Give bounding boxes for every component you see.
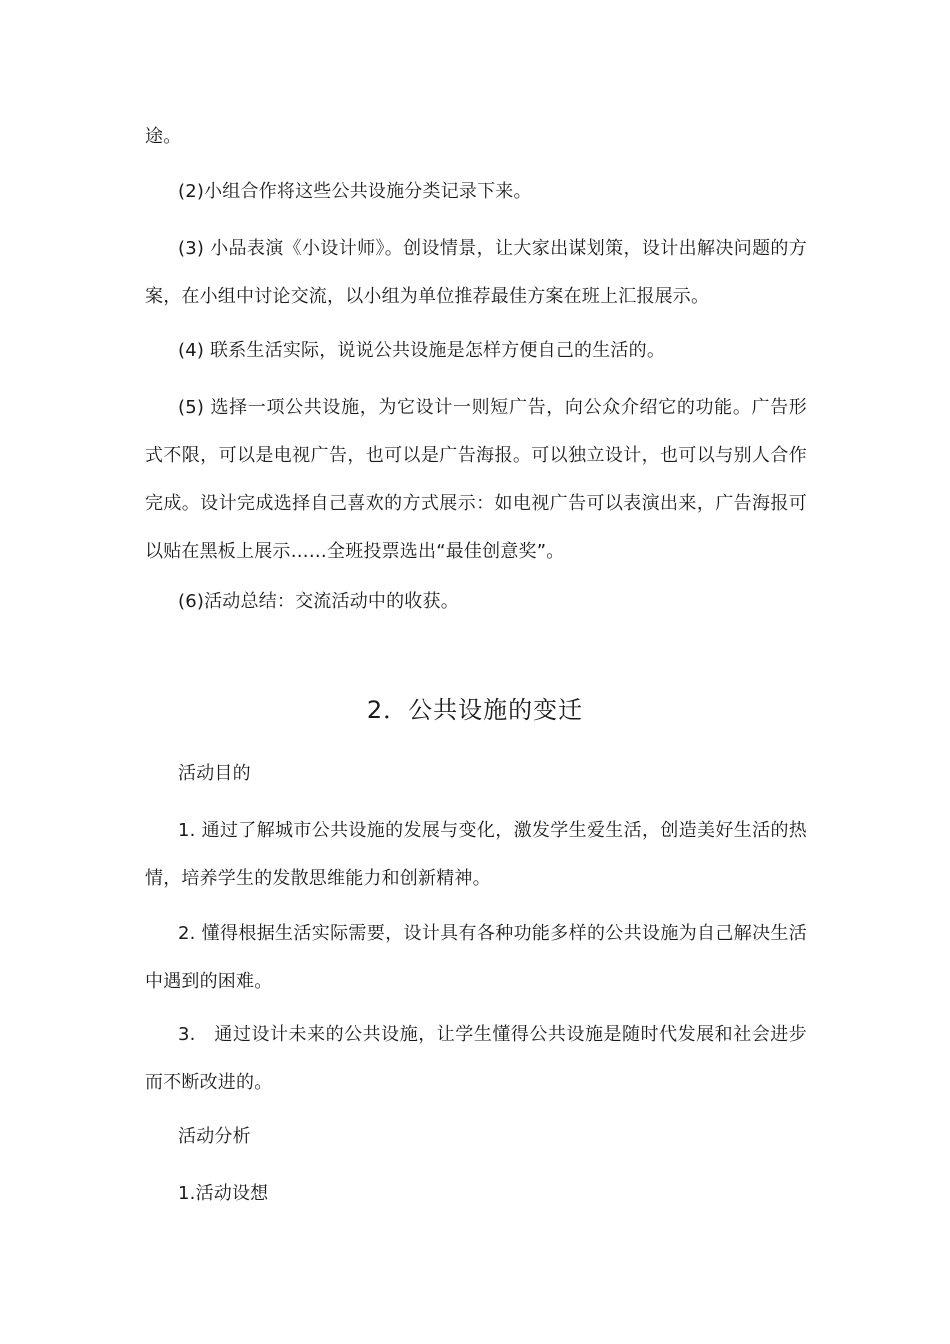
- paragraph-item-2: (2)小组合作将这些公共设施分类记录下来。: [178, 181, 532, 202]
- goal-item-2: 2. 懂得根据生活实际需要，设计具有各种功能多样的公共设施为自己解决生活中遇到的困难。: [145, 923, 807, 992]
- activity-goal-label: 活动目的: [178, 763, 251, 784]
- paragraph-item-3: (3) 小品表演《小设计师》。创设情景，让大家出谋划策，设计出解决问题的方案，在小组中讨论交流，以小组为单位推荐最佳方案在班上汇报展示。: [145, 238, 807, 307]
- paragraph-item-5: (5) 选择一项公共设施，为它设计一则短广告，向公众介绍它的功能。广告形式不限，可以是电视广告，也可以是广告海报。可以独立设计，也可以与别人合作完成。设计完成选择自己喜欢的方式展示：如电视广告可以表演出来，广告海报可以贴在黑板上展示……全班投票选出“最佳创意奖”。: [145, 397, 807, 562]
- goal-item-1: 1. 通过了解城市公共设施的发展与变化，激发学生爱生活，创造美好生活的热情，培养学生的发散思维能力和创新精神。: [145, 820, 807, 889]
- section-heading: 2．公共设施的变迁: [366, 696, 584, 724]
- paragraph-continuation: 途。: [145, 126, 182, 147]
- paragraph-item-6: (6)活动总结：交流活动中的收获。: [178, 591, 459, 612]
- activity-analysis-label: 活动分析: [178, 1126, 251, 1147]
- goal-item-3: 3. 通过设计未来的公共设施，让学生懂得公共设施是随时代发展和社会进步而不断改进的。: [145, 1024, 807, 1093]
- analysis-item-1: 1.活动设想: [178, 1183, 269, 1204]
- paragraph-item-4: (4) 联系生活实际，说说公共设施是怎样方便自己的生活的。: [178, 340, 666, 361]
